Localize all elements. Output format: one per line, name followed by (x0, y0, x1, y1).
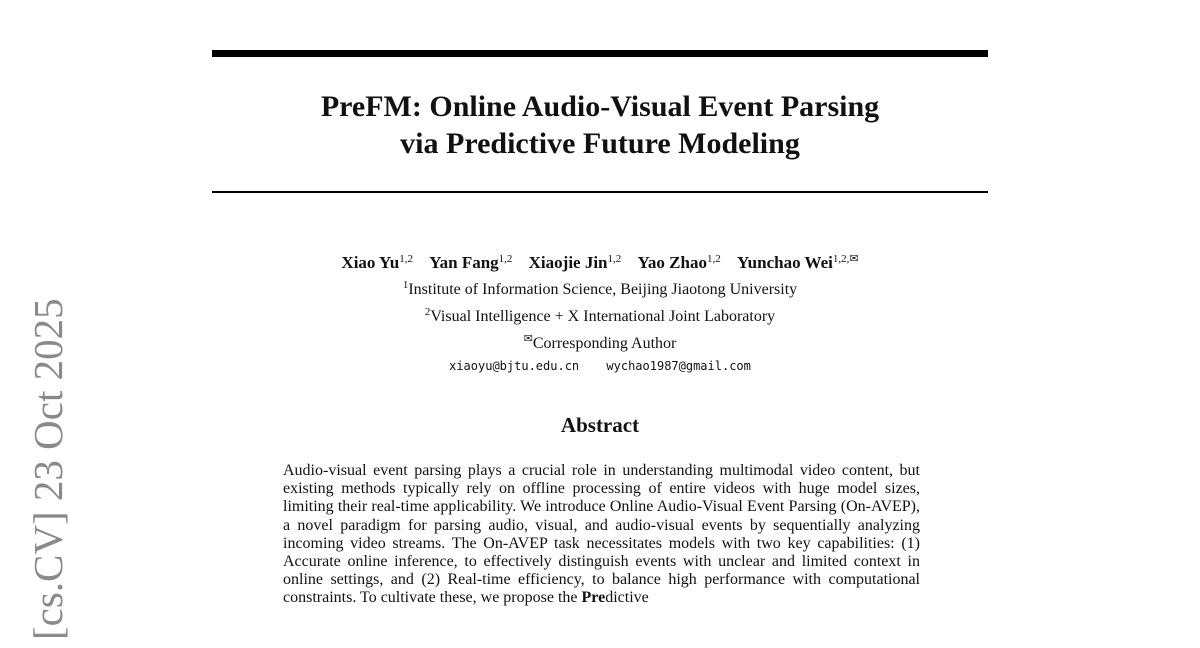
author-block (212, 248, 988, 377)
arxiv-stamp: [cs.CV] 23 Oct 2025 (25, 298, 71, 640)
abstract-heading: Abstract (560, 413, 640, 437)
author-list (212, 248, 988, 274)
author: Yunchao Wei$^{1,2,✉}$ (736, 253, 859, 272)
title-line-1: PreFM: Online Audio-Visual Event Parsing (320, 90, 880, 123)
title-top-rule (212, 50, 988, 57)
abstract-body: Audio-visual event parsing plays a crucial role in understanding multimodal video content, but existing methods typically rely on offline processing of entire videos with huge model sizes, limiting their real-time applicability. We introduce Online Audio-Visual Event Parsing (On-AVEP), a novel paradigm for parsing audio, visual, and audio-visual events by sequentially analyzing incoming video streams. The On-AVEP task necessitates models with two key capabilities: (1) Accurate online inference, to effectively distinguish events with unclear and limited context in online settings, and (2) Real-time efficiency, to balance high performance with computational constraints. To cultivate these, we propose the Predictive (283, 462, 920, 607)
title-bottom-rule (212, 191, 988, 193)
email-list (212, 355, 988, 377)
author: Yao Zhao$^{1,2}$ (637, 253, 721, 272)
title-line-2: via Predictive Future Modeling (400, 127, 800, 160)
affiliation: $^1$Institute of Information Science, Beijing Jiaotong University (402, 279, 798, 298)
author: Yan Fang$^{1,2}$ (429, 253, 513, 272)
affiliation: ✉Corresponding Author (523, 333, 677, 352)
email[interactable]: wychao1987@gmail.com (606, 359, 751, 373)
author: Xiao Yu$^{1,2}$ (341, 253, 413, 272)
paper-title (212, 88, 988, 162)
email[interactable]: xiaoyu@bjtu.edu.cn (449, 359, 580, 373)
affiliation: $^2$Visual Intelligence + X International Joint Laboratory (424, 306, 776, 325)
author: Xiaojie Jin$^{1,2}$ (528, 253, 622, 272)
